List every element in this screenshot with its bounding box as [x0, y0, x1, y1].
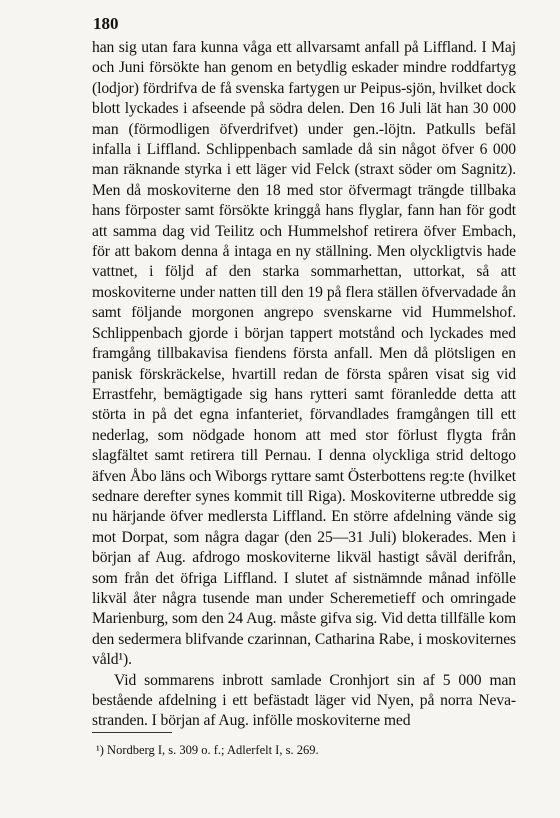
footnote — [96, 743, 319, 758]
footnote-divider — [92, 732, 172, 733]
body-text — [92, 38, 516, 732]
footnote-marker: ¹) — [96, 743, 104, 757]
paragraph: Vid sommarens inbrott samlade Cronhjort sin af 5 000 man bestående afdelning i ett befästadt läger vid Nyen, på norra Neva-stranden. I början af Aug. infölle moskoviterne med — [92, 671, 516, 730]
footnote-text: Nordberg I, s. 309 o. f.; Adlerfelt I, s. 269. — [107, 743, 319, 757]
page-number: 180 — [93, 14, 119, 33]
paragraph: han sig utan fara kunna våga ett allvarsamt anfall på Liffland. I Maj och Juni försökte han genom en betydlig eskader mindre roddfartyg (lodjor) fördrifva de få svenska fartygen ur Peipus-sjön, hvilket dock blott lyckades i afseende på södra delen. Den 16 Juli lät han 30 000 man (förmodligen öfverdrifvet) under gen.-löjtn. Patkulls befäl infalla i Liffland. Schlippenbach samlade då sin något öfver 6 000 man räknande styrka i ett läger vid Felck (straxt söder om Sagnitz). Men då moskoviterne den 18 med stor öfvermagt trängde tillbaka hans förposter samt försökte kringgå hans flyglar, fann han för godt att samma dag vid Teilitz och Hummelshof retirera öfver Embach, för att bakom denna å intaga en ny ställning. Men olyckligtvis hade vattnet, i följd af den starka sommarhettan, uttorkat, så att moskoviterne under natten till den 19 på flera ställen öfvervadade ån samt följande morgonen angrepo svenskarne vid Hummelshof. Schlippenbach gjorde i början tappert motstånd och lyckades med framgång tillbakavisa fiendens första anfall. Men då plötsligen en panisk förskräckelse, hvartill redan de första spåren visat sig vid Errastfehr, bemägtigade sig hans rytteri samt föranledde detta att störta in på det egna infanteriet, förvandlades framgången till ett nederlag, som nödgade honom att med stor förlust flygta från slagfältet samt retirera till Pernau. I denna olyckliga strid deltogo äfven Åbo läns och Wiborgs ryttare samt Österbottens reg:te (hvilket sednare derefter synes kommit till Riga). Moskoviterne utbredde sig nu härjande öfver medlersta Liffland. En större afdelning vände sig mot Dorpat, som några dagar (den 25—31 Juli) blokerades. Men i början af Aug. afdrogo moskoviterne likväl hastigt såväl derifrån, som från det öfriga Liffland. I slutet af sistnämnde månad infölle likväl åter några tusende man under Scheremetieff och omringade Marienburg, som den 24 Aug. måste gifva sig. Vid detta tillfälle kom den sedermera blifvande czarinnan, Catharina Rabe, i moskoviternes våld¹). — [92, 39, 516, 669]
